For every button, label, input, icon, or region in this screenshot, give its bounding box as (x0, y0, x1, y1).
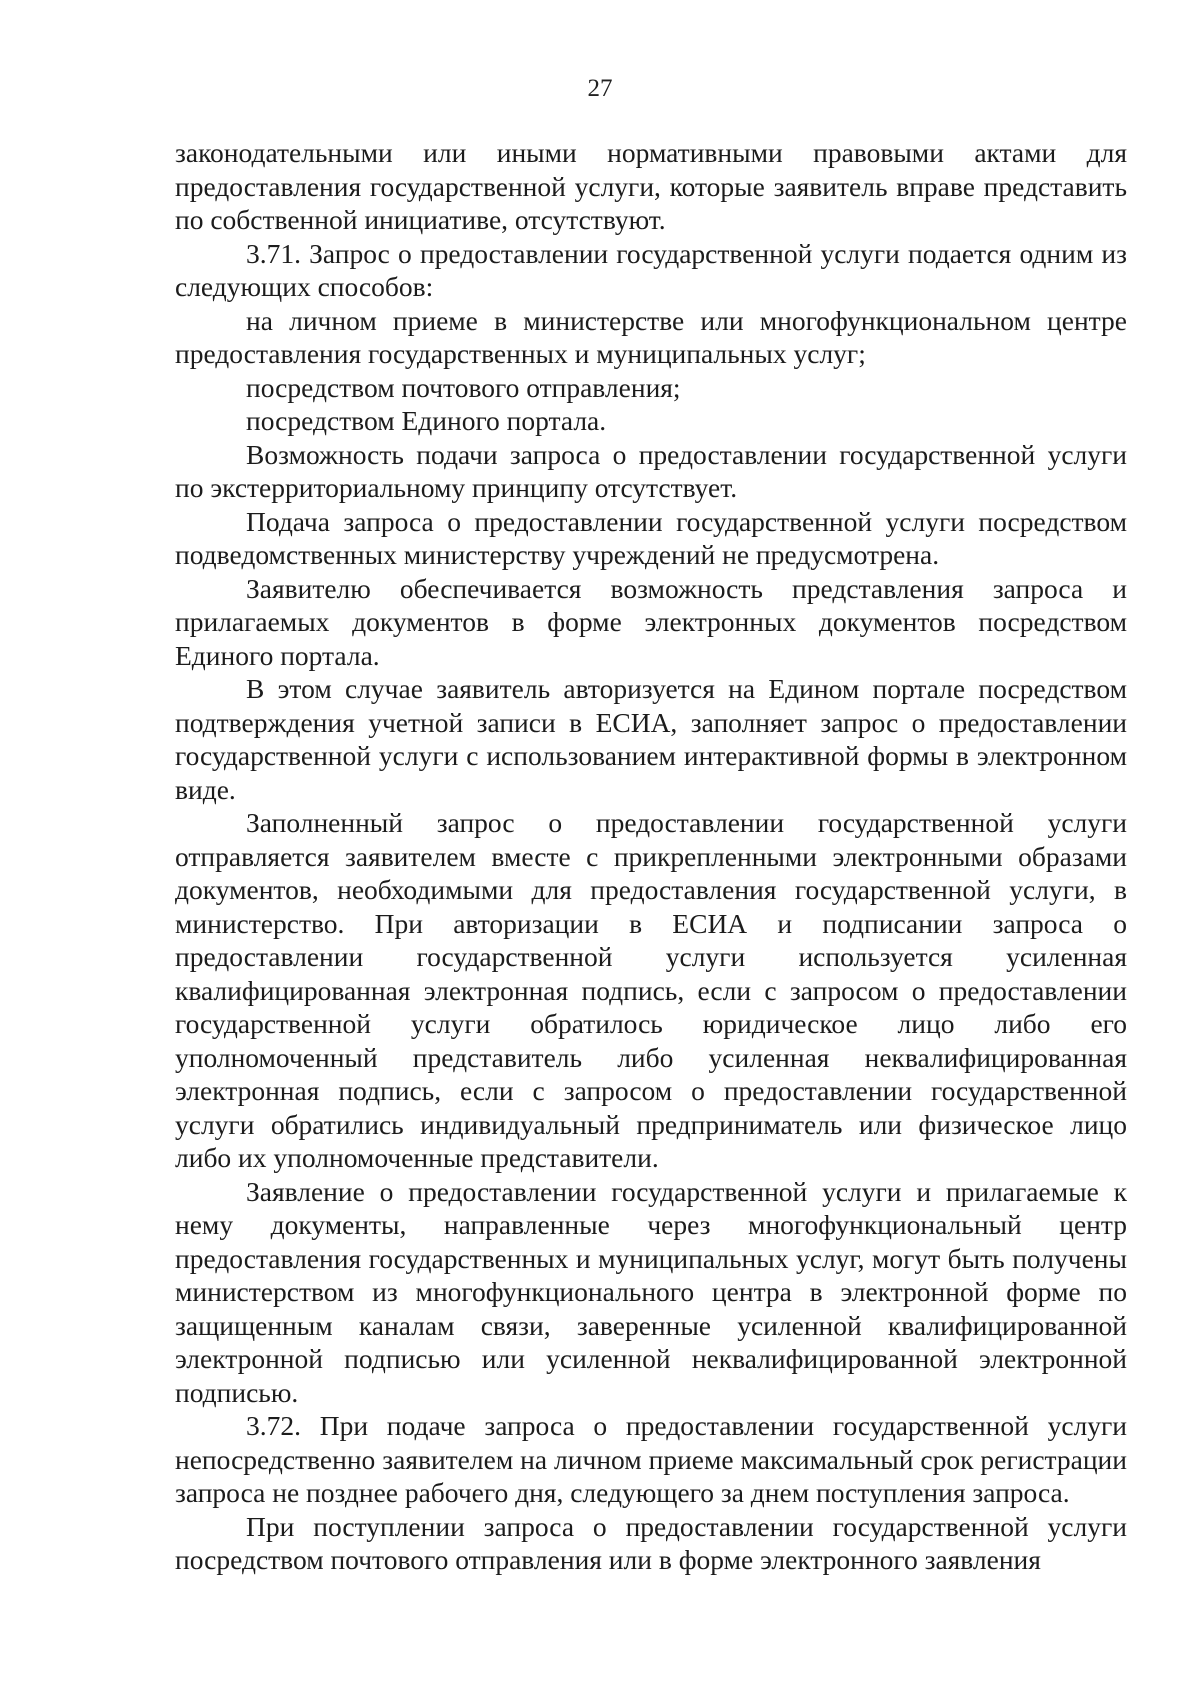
paragraph-electronic-signature: Заполненный запрос о предоставлении государственной услуги отправляется заявителем вместе с прикрепленными электронными образами документов, необходимыми для предоставления государственной услуги, в министерство. При авторизации в ЕСИА и подписании запроса о предоставлении государственной услуги используется усиленная квалифицированная электронная подпись, если с запросом о предоставлении государственной услуги обратилось юридическое лицо либо его уполномоченный представитель либо усиленная неквалифицированная электронная подпись, если с запросом о предоставлении государственной услуги обратились индивидуальный предприниматель или физическое лицо либо их уполномоченные представители. (175, 807, 1127, 1173)
page-number: 27 (587, 75, 613, 102)
paragraph-method-portal: посредством Единого портала. (246, 405, 607, 436)
paragraph-method-in-person: на личном приеме в министерстве или многофункциональном центре предоставления государственных и муниципальных услуг; (175, 304, 1127, 369)
paragraph-method-mail: посредством почтового отправления; (246, 371, 681, 403)
document-body (175, 136, 1127, 1577)
paragraph-electronic-documents: Заявителю обеспечивается возможность представления запроса и прилагаемых документов в форме электронных документов посредством Единого портала. (175, 572, 1127, 671)
paragraph-extraterritorial: Возможность подачи запроса о предоставлении государственной услуги по экстерриториальному принципу отсутствует. (175, 438, 1127, 503)
paragraph-mfc-application: Заявление о предоставлении государственной услуги и прилагаемые к нему документы, направленные через многофункциональный центр предоставления государственных и муниципальных услуг, могут быть получены министерством из многофункционального центра в электронной форме по защищенным каналам связи, заверенные усиленной квалифицированной электронной подписью или усиленной неквалифицированной электронной подписью. (175, 1175, 1127, 1408)
paragraph-3-72: 3.72. При подаче запроса о предоставлении государственной услуги непосредственно заявителем на личном приеме максимальный срок регистрации запроса не позднее рабочего дня, следующего за днем поступления запроса. (175, 1410, 1127, 1508)
paragraph-postal-receipt: При поступлении запроса о предоставлении государственной услуги посредством почтового отправления или в форме электронного заявления (175, 1510, 1127, 1575)
paragraph-continuation: законодательными или иными нормативными правовыми актами для предоставления государственной услуги, которые заявитель вправе представить по собственной инициативе, отсутствуют. (175, 137, 1127, 235)
paragraph-subordinate-institutions: Подача запроса о предоставлении государственной услуги посредством подведомственных министерству учреждений не предусмотрена. (175, 505, 1127, 570)
paragraph-esia-authorization: В этом случае заявитель авторизуется на Едином портале посредством подтверждения учетной записи в ЕСИА, заполняет запрос о предоставлении государственной услуги с использованием интерактивной формы в электронном виде. (175, 673, 1127, 805)
paragraph-3-71: 3.71. Запрос о предоставлении государственной услуги подается одним из следующих способов: (175, 237, 1127, 302)
